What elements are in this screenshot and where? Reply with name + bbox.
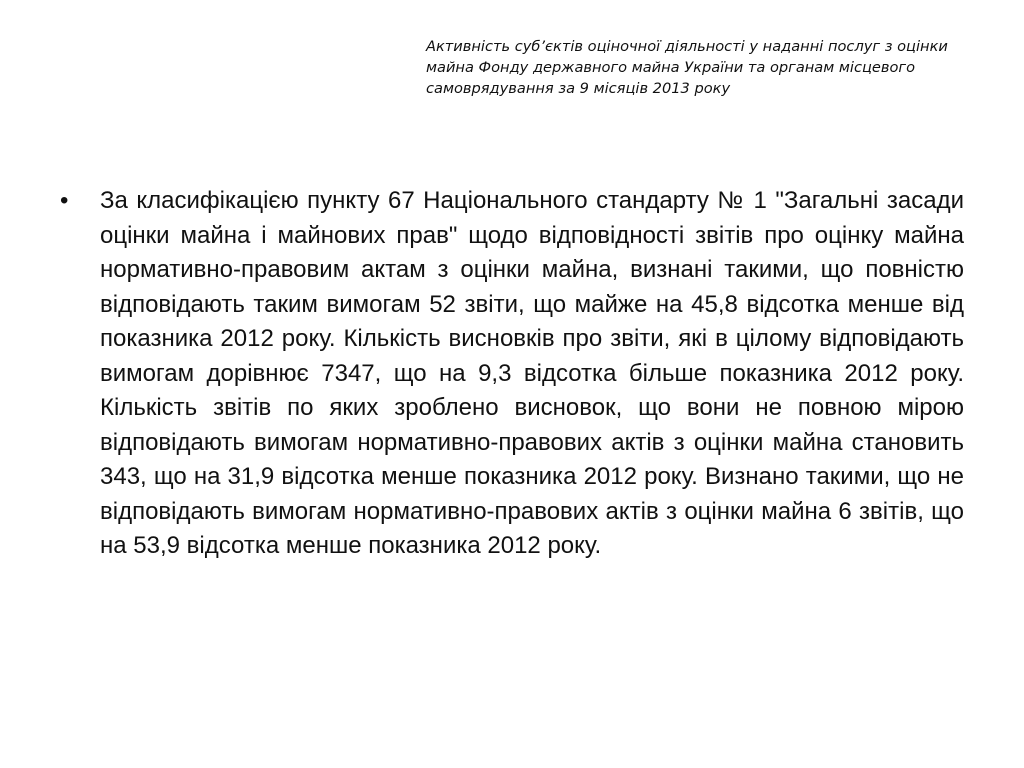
body-paragraph: За класифікацією пункту 67 Національного стандарту № 1 "Загальні засади оцінки майна і майнових прав" щодо відповідності звітів про оцінку майна нормативно-правовим актам з оцінки майна, визнані такими, що повністю відповідають таким вимогам 52 звіти, що майже на 45,8 відсотка менше від показника 2012 року. Кількість висновків про звіти, які в цілому відповідають вимогам дорівнює 7347, що на 9,3 відсотка більше показника 2012 року. Кількість звітів по яких зроблено висновок, що вони не повною мірою відповідають вимогам нормативно-правових актів з оцінки майна становить 343, що на 31,9 відсотка менше показника 2012 року. Визнано такими, що не відповідають вимогам нормативно-правових актів з оцінки майна 6 звітів, що на 53,9 відсотка менше показника 2012 року. — [100, 187, 964, 559]
bullet-item — [60, 184, 964, 564]
bullet-icon: • — [60, 187, 69, 214]
header-note: Активність суб’єктів оціночної діяльності у наданні послуг з оцінки майна Фонду державного майна України та органам місцевого самоврядування за 9 місяців 2013 року — [426, 38, 948, 97]
